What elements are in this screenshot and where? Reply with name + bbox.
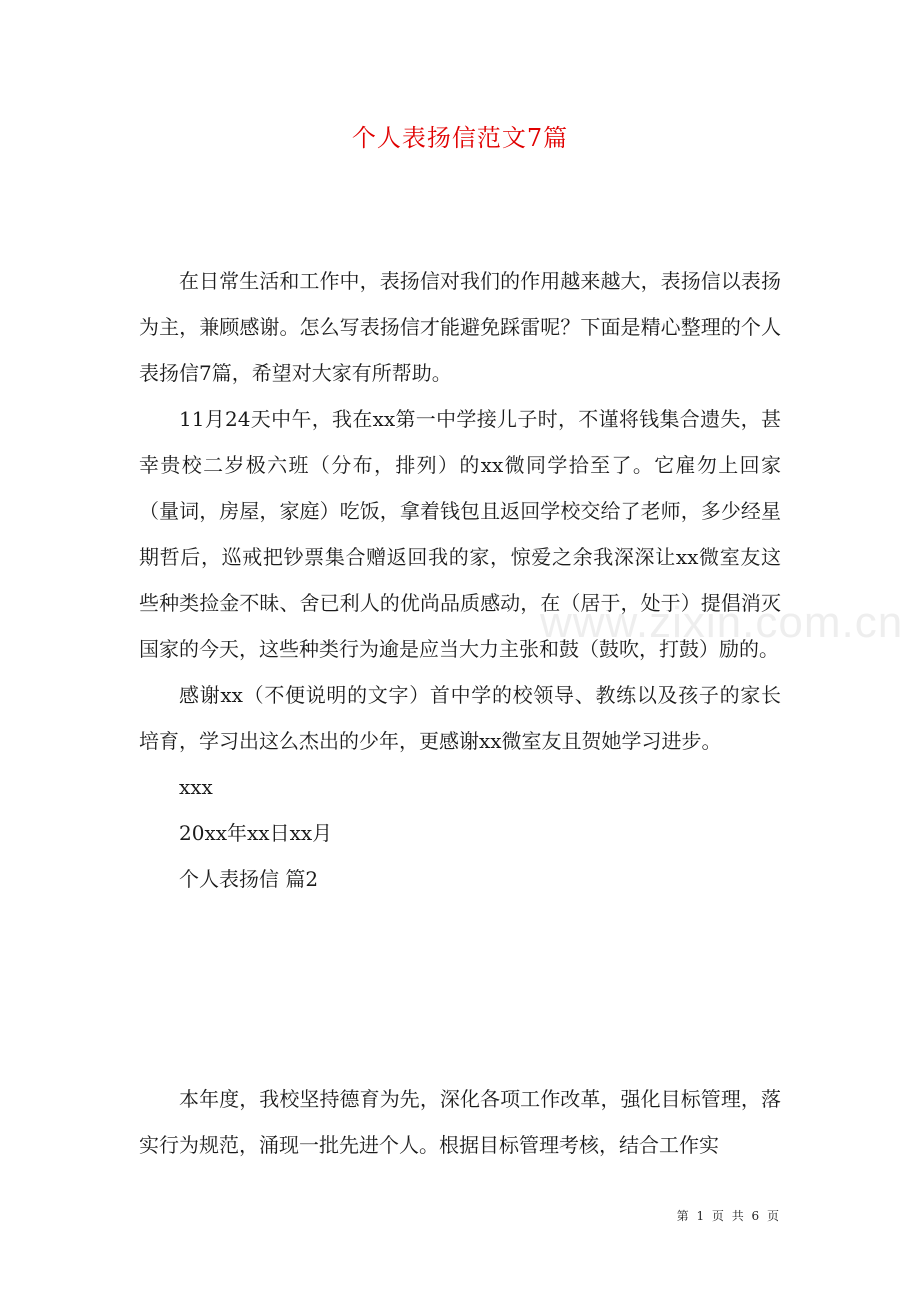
next-paragraph: 本年度，我校坚持德育为先，深化各项工作改革，强化目标管理，落实行为规范，涌现一批先进个人。根据目标管理考核，结合工作实: [139, 1087, 781, 1157]
document-body: [139, 258, 781, 902]
letter-paragraph: 11月24天中午，我在xx第一中学接儿子时，不谨将钱集合遗失，甚幸贵校二岁极六班（分布，排列）的xx微同学拾至了。它雇勿上回家（量词，房屋，家庭）吃饭，拿着钱包且返回学校交给了老师，多少经星期哲后，巡戒把钞票集合赠返回我的家，惊爱之余我深深让xx微室友这些种类捡金不昧、舍已利人的优尚品质感动，在（居于，处于）提倡消灭国家的今天，这些种类行为逾是应当大力主张和鼓（鼓吹，打鼓）励的。: [139, 407, 781, 661]
watermark: www.zixin.com.cn: [540, 598, 904, 647]
document-title: 个人表扬信范文7篇: [351, 124, 569, 152]
signature: xxx: [179, 775, 213, 799]
thanks-paragraph: 感谢xx（不便说明的文字）首中学的校领导、教练以及孩子的家长培育，学习出这么杰出的少年，更感谢xx微室友且贺她学习进步。: [139, 683, 781, 753]
page-number: 第 1 页 共 6 页: [676, 1209, 781, 1223]
document-body-continued: [139, 1076, 781, 1168]
date-line: 20xx年xx日xx月: [179, 821, 333, 845]
section-heading: 个人表扬信 篇2: [179, 867, 319, 891]
intro-paragraph: 在日常生活和工作中，表扬信对我们的作用越来越大，表扬信以表扬为主，兼顾感谢。怎么写表扬信才能避免踩雷呢？下面是精心整理的个人表扬信7篇，希望对大家有所帮助。: [139, 269, 781, 385]
